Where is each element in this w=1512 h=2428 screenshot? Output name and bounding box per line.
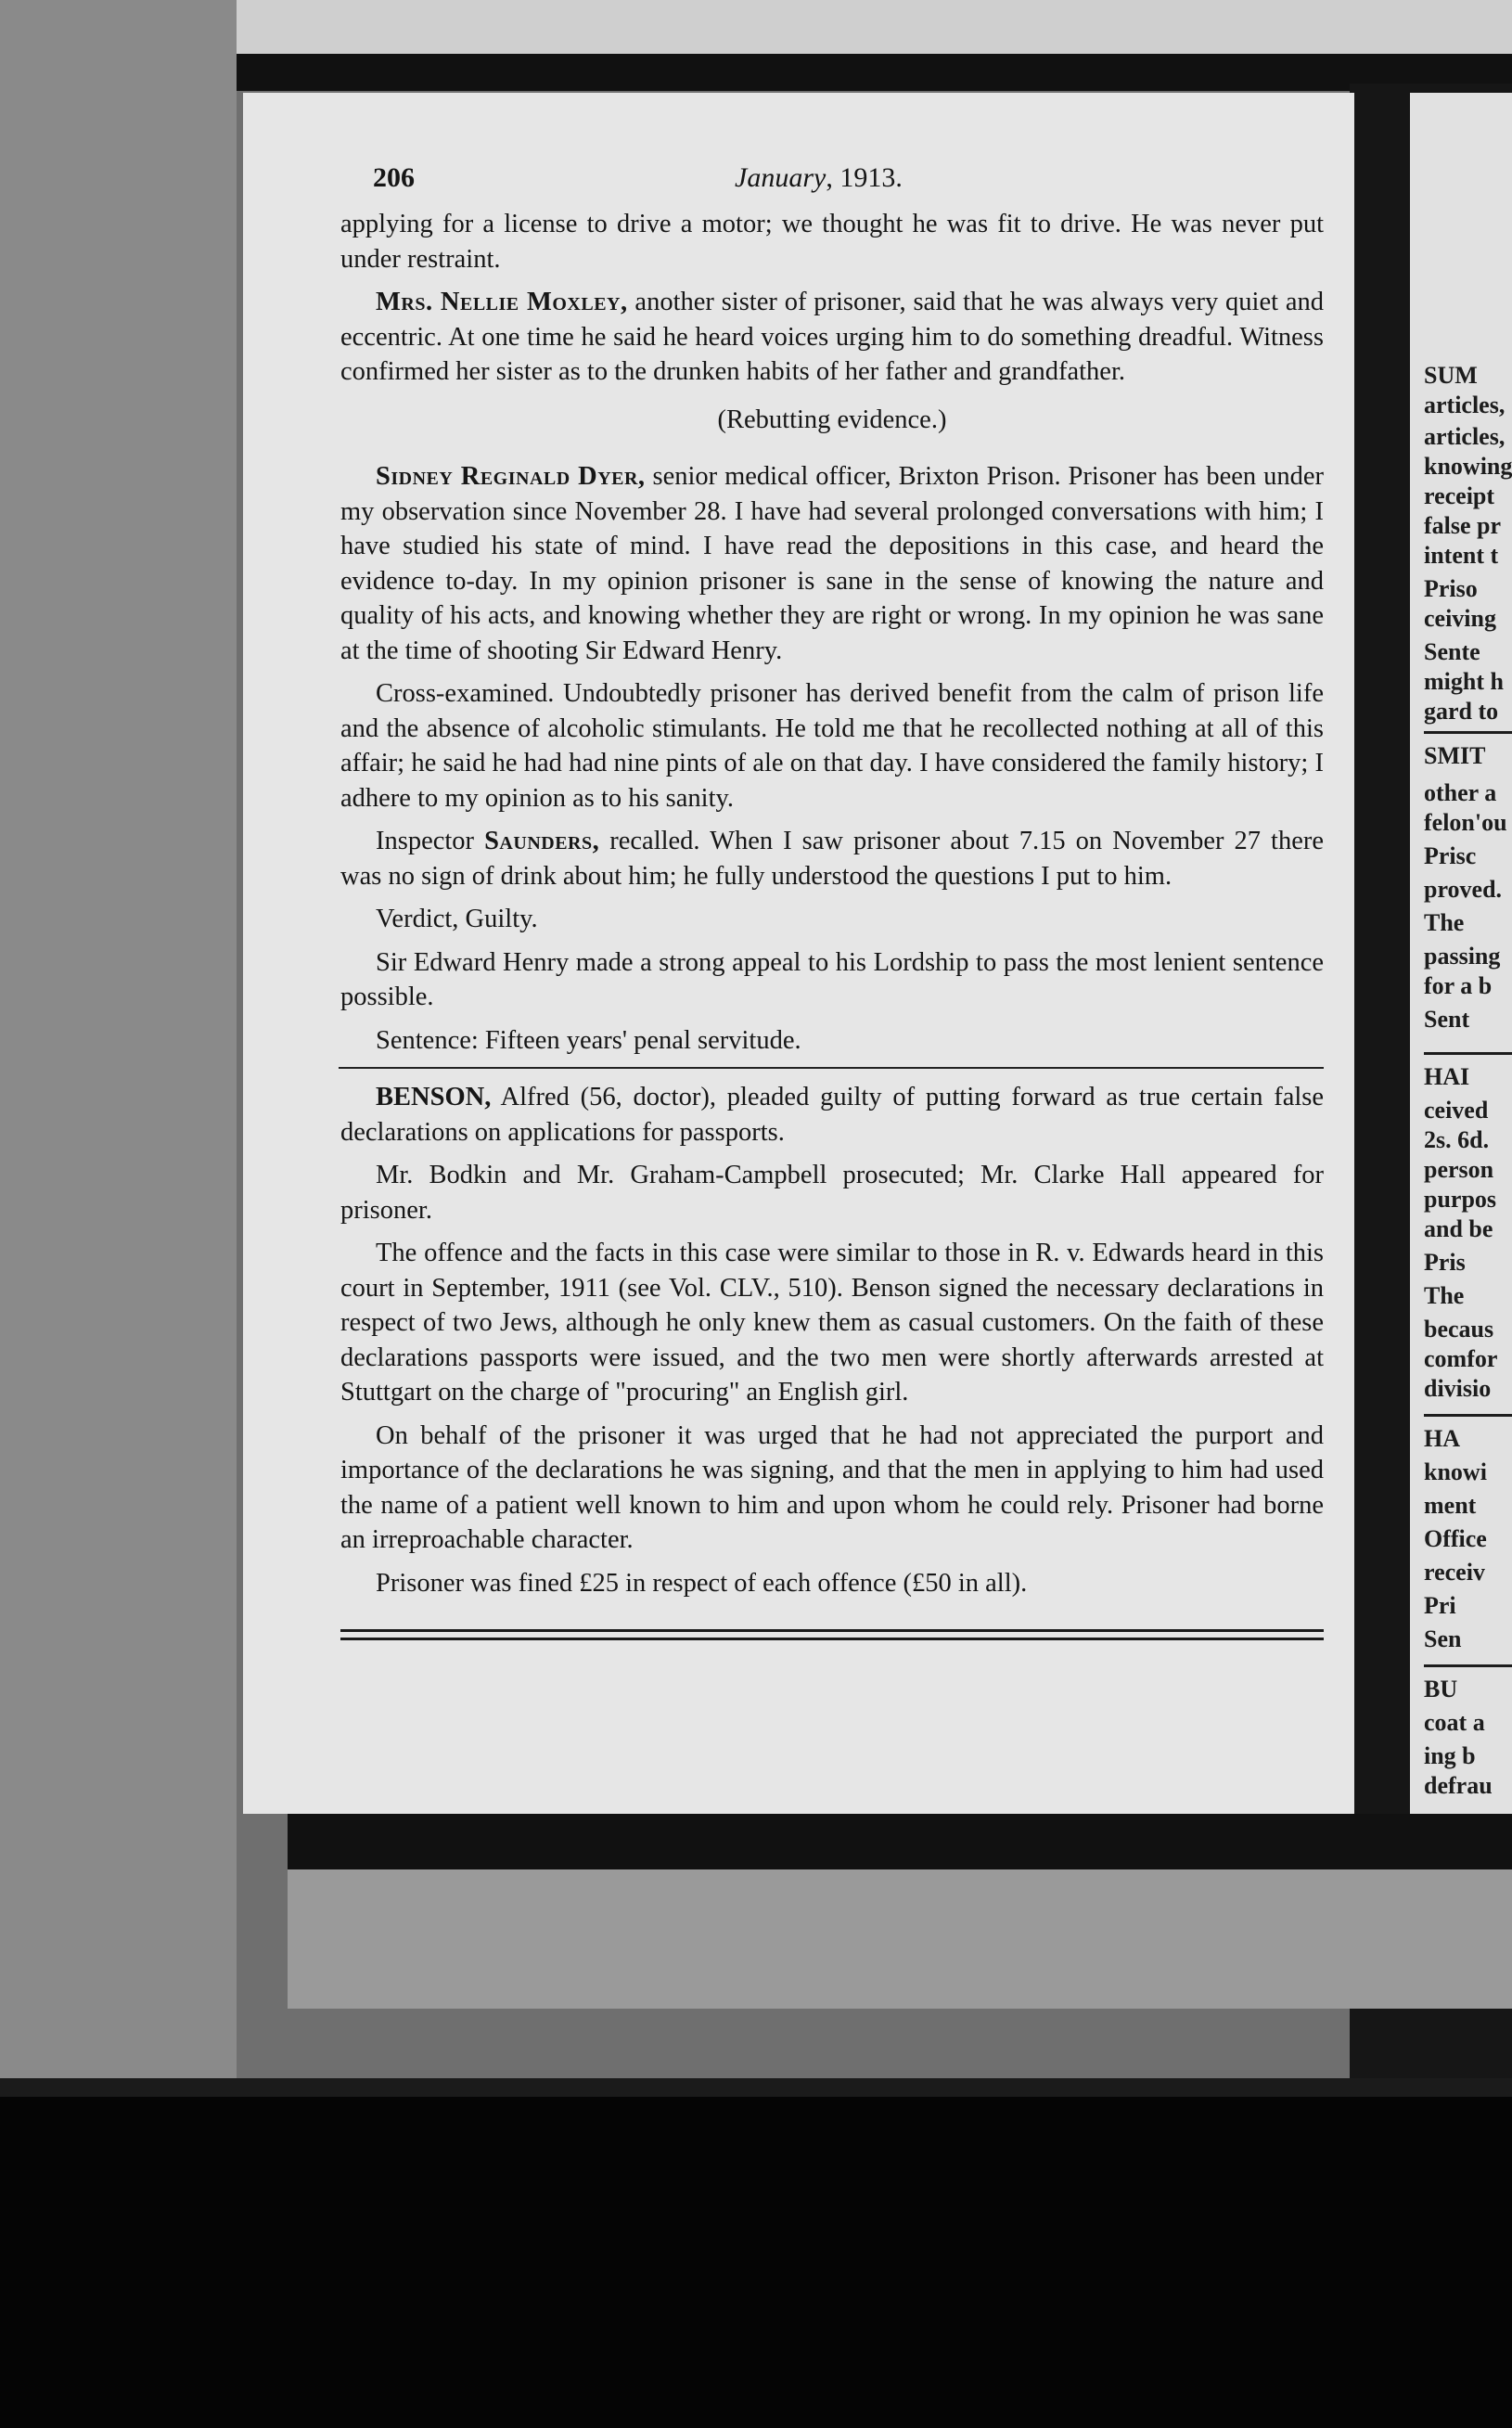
next-page-line: gard to bbox=[1424, 698, 1499, 725]
next-page-line: Pris bbox=[1424, 1249, 1466, 1276]
next-page-line: HAI bbox=[1424, 1063, 1470, 1090]
next-page-line: passing bbox=[1424, 943, 1501, 970]
next-page-rule bbox=[1424, 1664, 1512, 1667]
verdict: Verdict, Guilty. bbox=[376, 905, 538, 933]
next-page-line: SUM bbox=[1424, 362, 1478, 389]
paragraph-text: Inspector bbox=[376, 827, 485, 855]
next-page-line: articles, bbox=[1424, 423, 1506, 450]
rule-line bbox=[340, 1629, 1324, 1632]
next-page-line: Office bbox=[1424, 1525, 1487, 1552]
witness-name: Mrs. Nellie Moxley, bbox=[376, 288, 628, 316]
scan-bottom-band bbox=[0, 2078, 1512, 2428]
header-year: , 1913. bbox=[826, 162, 903, 193]
next-page-rule bbox=[1424, 1414, 1512, 1417]
adjacent-page-fragment bbox=[1410, 93, 1512, 1814]
paragraph: applying for a license to drive a motor; we thought he was fit to drive. He was never put under restraint. bbox=[340, 210, 1324, 274]
next-page-line: for a b bbox=[1424, 972, 1493, 999]
next-page-line: and be bbox=[1424, 1215, 1493, 1242]
next-page-line: SMIT bbox=[1424, 742, 1486, 769]
next-page-line: divisio bbox=[1424, 1375, 1492, 1402]
page-body bbox=[340, 207, 1324, 1609]
next-page-line: knowing bbox=[1424, 453, 1512, 480]
witness-name: Saunders, bbox=[484, 827, 600, 855]
next-page-line: false pr bbox=[1424, 512, 1502, 539]
next-page-line: ing b bbox=[1424, 1742, 1476, 1769]
paragraph-text: another sister of prisoner, said that he was always very quiet and eccentric. At one time he said he heard voices urging him to do something dreadful. Witness confirmed her sister as to the drunken habits of her father and grandfather. bbox=[340, 288, 1324, 386]
scan-under-strip bbox=[288, 1869, 1512, 2009]
next-page-line: proved. bbox=[1424, 876, 1503, 903]
defendant-name: BENSON, bbox=[376, 1083, 492, 1111]
next-page-line: felon'ou bbox=[1424, 809, 1507, 836]
next-page-line: might h bbox=[1424, 668, 1504, 695]
next-page-line: ceiving bbox=[1424, 605, 1496, 632]
next-page-line: receipt bbox=[1424, 482, 1495, 509]
rule-line bbox=[340, 1638, 1324, 1640]
next-page-line: coat a bbox=[1424, 1709, 1485, 1736]
sentence: Sentence: Fifteen years' penal servitude. bbox=[376, 1025, 801, 1055]
next-page-line: Sent bbox=[1424, 1006, 1470, 1033]
paragraph: Sir Edward Henry made a strong appeal to his Lordship to pass the most lenient sentence possible. bbox=[340, 947, 1324, 1011]
paragraph: Cross-examined. Undoubtedly prisoner has derived benefit from the calm of prison life and the absence of alcoholic stimulants. He told me that he recollected nothing at all of this affair; he said he had had nine pints of ale on that day. I have considered the family history; I adhere to my opinion as to his sanity. bbox=[340, 679, 1324, 813]
next-page-line: becaus bbox=[1424, 1316, 1494, 1342]
header-month: January bbox=[735, 162, 826, 193]
next-page-line: Sen bbox=[1424, 1625, 1462, 1652]
section-heading: (Rebutting evidence.) bbox=[717, 405, 947, 434]
next-page-line: BU bbox=[1424, 1676, 1458, 1702]
scan-top-strip bbox=[237, 0, 1512, 56]
paragraph bbox=[340, 285, 1324, 390]
paragraph: On behalf of the prisoner it was urged that he had not appreciated the purport and importance of the declarations he was signing, and that the men in applying to him had used the name of a patient well known to him and upon whom he could rely. Prisoner had borne an irreproachable character. bbox=[340, 1420, 1324, 1554]
paragraph: Mr. Bodkin and Mr. Graham-Campbell prosecuted; Mr. Clarke Hall appeared for prisoner. bbox=[340, 1161, 1324, 1225]
paragraph: The offence and the facts in this case were similar to those in R. v. Edwards heard in this court in September, 1911 (see Vol. CLV., 510). Benson signed the necessary declarations in respect of two Jews, although he only knew them as casual customers. On the faith of these declarations passports were issued, and the two men were shortly afterwards arrested at Stuttgart on the charge of "procuring" an English girl. bbox=[340, 1239, 1324, 1407]
next-page-line: Prisc bbox=[1424, 842, 1477, 869]
next-page-line: receiv bbox=[1424, 1559, 1485, 1586]
header-date bbox=[735, 162, 903, 194]
next-page-line: articles, bbox=[1424, 392, 1506, 418]
case-separator-rule bbox=[339, 1067, 1324, 1069]
next-page-line: comfor bbox=[1424, 1345, 1498, 1372]
next-page-line: ceived bbox=[1424, 1097, 1489, 1124]
paragraph-text: senior medical officer, Brixton Prison. Prisoner has been under my observation since November 28. I have had several prolonged conversations with him; I have studied his state of mind. I have read the depositions in this case, and heard the evidence to-day. In my opinion prisoner is sane in the sense of knowing the nature and quality of his acts, and knowing whether they are right or wrong. In my opinion he was sane at the time of shooting Sir Edward Henry. bbox=[340, 462, 1324, 665]
next-page-line: person bbox=[1424, 1156, 1494, 1183]
scan-bottom-frame bbox=[288, 1814, 1512, 1869]
scan-top-bar bbox=[237, 54, 1512, 91]
next-page-rule bbox=[1424, 1052, 1512, 1055]
next-page-line: 2s. 6d. bbox=[1424, 1126, 1490, 1153]
paragraph bbox=[340, 1080, 1324, 1150]
next-page-line: intent t bbox=[1424, 542, 1499, 569]
page-number: 206 bbox=[373, 162, 415, 193]
scan-left-margin bbox=[0, 0, 237, 2078]
next-page-line: The bbox=[1424, 909, 1465, 936]
next-page-line: HA bbox=[1424, 1425, 1460, 1452]
next-page-line: The bbox=[1424, 1282, 1465, 1309]
next-page-line: ment bbox=[1424, 1492, 1477, 1519]
running-header bbox=[373, 162, 1208, 205]
scan-band-edge bbox=[0, 2078, 1512, 2097]
next-page-line: Priso bbox=[1424, 575, 1478, 602]
paragraph: Prisoner was fined £25 in respect of each offence (£50 in all). bbox=[376, 1568, 1028, 1598]
paragraph bbox=[340, 824, 1324, 893]
next-page-line: defrau bbox=[1424, 1772, 1493, 1799]
next-page-line: knowi bbox=[1424, 1458, 1487, 1485]
next-page-line: Pri bbox=[1424, 1592, 1456, 1619]
book-page bbox=[243, 93, 1354, 1814]
paragraph bbox=[340, 459, 1324, 668]
next-page-line: purpos bbox=[1424, 1186, 1497, 1213]
next-page-line: other a bbox=[1424, 779, 1497, 806]
paragraph-text: Alfred (56, doctor), pleaded guilty of putting forward as true certain false declarations on applications for passports. bbox=[340, 1083, 1324, 1147]
next-page-line: Sente bbox=[1424, 638, 1480, 665]
witness-name: Sidney Reginald Dyer, bbox=[376, 462, 646, 491]
paragraph-text: recalled. When I saw prisoner about 7.15 on November 27 there was no sign of drink about him; he fully understood the questions I put to him. bbox=[340, 827, 1325, 891]
end-double-rule bbox=[340, 1629, 1324, 1640]
next-page-rule bbox=[1424, 731, 1512, 734]
